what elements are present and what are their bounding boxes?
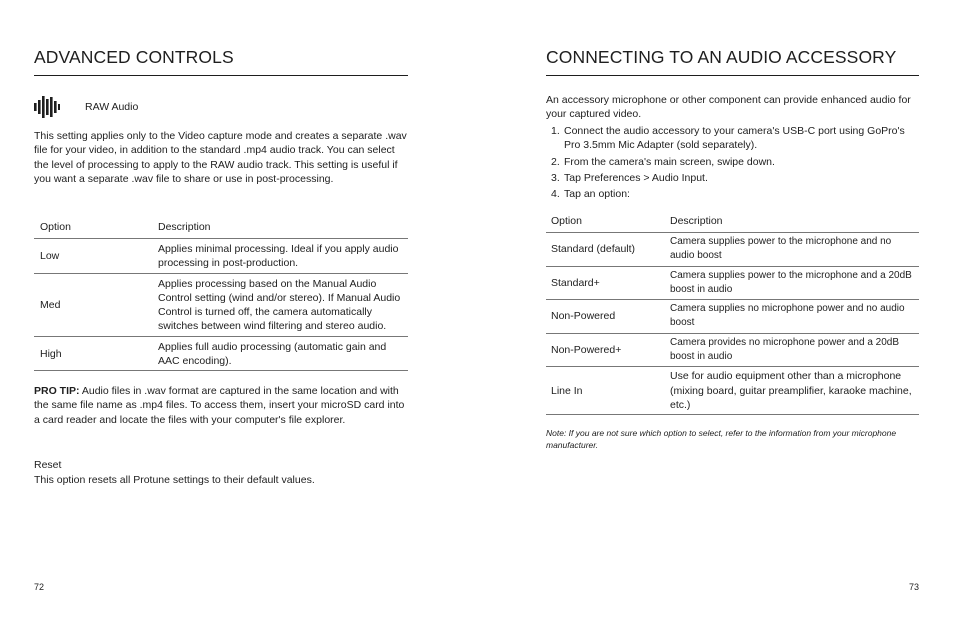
- column-header-description: Description: [158, 220, 211, 233]
- title-divider: [34, 75, 408, 76]
- description-cell: Camera supplies no microphone power and no audio boost: [665, 300, 919, 334]
- table-row: [546, 233, 919, 267]
- accessory-intro: An accessory microphone or other component can provide enhanced audio for your captured video.: [546, 94, 911, 121]
- list-item: [546, 155, 919, 169]
- raw-audio-options-table: [34, 218, 408, 371]
- description-cell: Use for audio equipment other than a microphone (mixing board, guitar preamplifier, karaoke machine, etc.): [665, 367, 919, 415]
- note-text: Note: If you are not sure which option to select, refer to the information from your microphone manufacturer.: [546, 427, 897, 450]
- pro-tip-text: Audio files in .wav format are captured in the same location and with the same file name as .mp4 files. To access them, insert your microSD card into a card reader and locate the files with your computer's file explorer.: [34, 385, 405, 426]
- step-text: Tap Preferences > Audio Input.: [564, 171, 708, 184]
- option-cell: Low: [34, 239, 152, 274]
- page-number: 72: [34, 582, 45, 592]
- table-row: [546, 300, 919, 334]
- page-number: 73: [908, 582, 919, 592]
- description-cell: Camera supplies power to the microphone and no audio boost: [665, 233, 919, 267]
- option-cell: Standard+: [546, 266, 665, 300]
- description-cell: Camera supplies power to the microphone and a 20dB boost in audio: [665, 266, 919, 300]
- title-divider: [546, 75, 919, 76]
- raw-audio-description: This setting applies only to the Video capture mode and creates a separate .wav file for your video, in addition to the standard .mp4 audio track. You can select the level of processing to apply to the RAW audio track. This setting is useful if you want a separate .wav file to share or use in post-processing.: [34, 130, 407, 185]
- table-header-row: [34, 218, 408, 239]
- table-header-row: [546, 212, 919, 233]
- step-number: 1.: [551, 125, 560, 137]
- raw-audio-label: RAW Audio: [85, 101, 139, 113]
- list-item: [546, 187, 919, 201]
- table-row: [546, 333, 919, 367]
- list-item: [546, 171, 919, 185]
- column-header-option: Option: [40, 220, 71, 233]
- step-number: 3.: [551, 171, 560, 184]
- page-title: ADVANCED CONTROLS: [34, 47, 234, 67]
- step-number: 4.: [551, 188, 560, 201]
- option-cell: Med: [34, 273, 152, 336]
- option-cell: High: [34, 336, 152, 371]
- table-row: [34, 336, 408, 371]
- column-header-description: Description: [670, 214, 723, 227]
- option-cell: Non-Powered: [546, 300, 665, 334]
- step-text: Tap an option:: [564, 188, 630, 201]
- pro-tip-label: PRO TIP:: [34, 385, 80, 397]
- steps-list: [546, 124, 919, 203]
- step-text: Connect the audio accessory to your camera's USB-C port using GoPro's Pro 3.5mm Mic Adapter (sold separately).: [564, 125, 905, 152]
- audio-input-options-table: [546, 212, 919, 415]
- table-row: [34, 273, 408, 336]
- reset-description: This option resets all Protune settings to their default values.: [34, 474, 315, 486]
- pro-tip: [34, 384, 408, 427]
- description-cell: Applies full audio processing (automatic gain and AAC encoding).: [152, 336, 408, 371]
- page-title: CONNECTING TO AN AUDIO ACCESSORY: [546, 47, 897, 67]
- reset-heading: Reset: [34, 459, 62, 471]
- step-number: 2.: [551, 155, 560, 168]
- table-row: [34, 239, 408, 274]
- description-cell: Applies processing based on the Manual Audio Control setting (wind and/or stereo). If Manual Audio Control is turned off, the camera automatically switches between wind filtering and stereo audio.: [152, 273, 408, 336]
- description-cell: Camera provides no microphone power and a 20dB boost in audio: [665, 333, 919, 367]
- audio-waveform-icon: [34, 96, 60, 118]
- table-row: [546, 367, 919, 415]
- option-cell: Standard (default): [546, 233, 665, 267]
- description-cell: Applies minimal processing. Ideal if you apply audio processing in post-production.: [152, 239, 408, 274]
- option-cell: Non-Powered+: [546, 333, 665, 367]
- raw-audio-heading: [34, 96, 138, 118]
- step-text: From the camera's main screen, swipe down.: [564, 155, 775, 168]
- table-row: [546, 266, 919, 300]
- list-item: [546, 124, 919, 153]
- option-cell: Line In: [546, 367, 665, 415]
- column-header-option: Option: [551, 214, 582, 227]
